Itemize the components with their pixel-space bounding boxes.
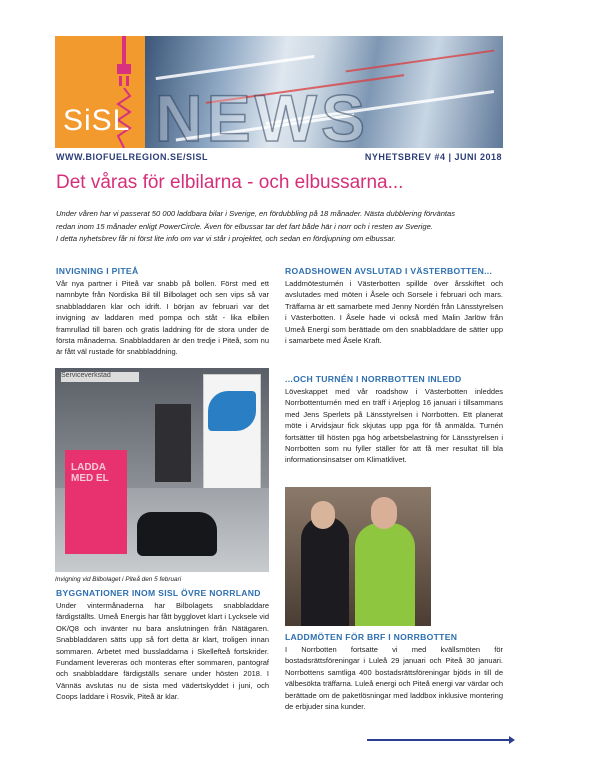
inauguration-photo <box>55 368 269 572</box>
sisl-logo <box>55 36 145 148</box>
arrow-right-icon <box>367 739 513 741</box>
website-link[interactable]: WWW.BIOFUELREGION.SE/SISL <box>56 152 208 162</box>
people-photo <box>285 487 431 626</box>
intro-line: I detta nyhetsbrev får ni först lite info om var vi står i projektet, och sedan en fördjupning om elbussar. <box>56 234 396 243</box>
toy-car <box>137 512 217 556</box>
section-text-norrbotten: Löveskappet med vår roadshow i Västerbotten inleddes Norrbottenturnén med en träff i Arjeplog 16 januari i tillsammans med Jens Sperlets på Länsstyrelsen i Norrbotten. Ett planerat möte i Arvidsjaur fick skjutas upp pga för få anmälda. Turnén fortsätter till hösten pga hög arbetsbelastning för Länsstyrelsen i Norrbotten som nu fyller ställer för att få mer resultat till bla informationsinsatser om Klimatklivet. <box>285 387 503 465</box>
section-text-brf: I Norrbotten fortsatte vi med kvällsmöten för bostadsrättsföreningar i Luleå 29 januari och Piteå 30 januari. Norrbottens samtliga 400 bostadsrättsföreningar bjöds in till de välbesökta träffarna. Luleå energi och Piteå energi var värdar och berättade om de paketlösningar med laddbox inklusive montering de erbjuder sina kunder. <box>285 645 503 712</box>
intro-line: Under våren har vi passerat 50 000 laddbara bilar i Sverige, en fördubbling på 18 månader. Nästa dubblering förväntas <box>56 209 456 218</box>
section-text-pitea: Vår nya partner i Piteå var snabb på bollen. Först med ett namnbyte från Nordiska Bil till Bilbolaget och sen vips så var snabbladdaren klar och idrift. I början av februari var det invigning av laddaren med pompa och ståt - lika elbilen framrullad till baren och gratis laddning för de stora under de första månaderna. Snabbladdaren är den tredje i Piteå, som nu är fått väl rustade för snabbladdning. <box>56 279 269 357</box>
image-caption: Invigning vid Bilbolaget i Piteå den 5 februari <box>55 576 182 583</box>
section-title-roadshow: ROADSHOWEN AVSLUTAD I VÄSTERBOTTEN... <box>285 266 493 276</box>
section-title-brf: LADDMÖTEN FÖR BRF I NORRBOTTEN <box>285 632 458 642</box>
service-sign: Serviceverkstad <box>61 372 139 382</box>
section-title-bygg: BYGGNATIONER INOM SISL ÖVRE NORRLAND <box>56 588 261 598</box>
logo-text: SiSL <box>63 104 131 137</box>
ladda-med-el-sign: LADDA MED EL <box>71 462 109 484</box>
page-title: Det våras för elbilarna - och elbussarna... <box>56 172 404 193</box>
section-title-norrbotten: ...OCH TURNÉN I NORRBOTTEN INLEDD <box>285 374 462 384</box>
header-banner <box>55 36 503 148</box>
news-title: NEWS <box>155 81 369 148</box>
issue-label: NYHETSBREV #4 | JUNI 2018 <box>364 152 502 162</box>
intro-text <box>56 208 516 246</box>
section-text-bygg: Under vintermånaderna har Bilbolagets snabbladdare färdigställts. Umeå Energis har fått bygglovet klart i Lycksele vid OK/Q8 och invänter nu bara anslutningen från Nätägaren. Snabbladdaren sätts upp så fort detta är klart, troligen innan sommaren. Arbetet med bussladdarna i Skellefteå fortskrider. Fundament levereras och monteras efter sommaren, pantograf och snabbladdare färdigställs senare under hösten 2018. I Vännäs avslutas nu de sista med vädertskyddet i juni, och Coops laddare i Rosvik, Piteå är klar. <box>56 601 269 702</box>
intro-line: redan inom 15 månader enligt PowerCircle. Även för elbussar tar det fart både här i norr och i resten av Sverige. <box>56 221 433 231</box>
section-text-roadshow: Laddmötesturnén i Västerbotten spillde över årsskiftet och avslutades med möten i Åsele och Sorsele i februari och mars. Träffarna är ett samarbete med Jenny Nordén från Länsstyrelsen i Västerbotten. I Åsele hade vi också med Malin Jarlöw från Umeå Energi som berättade om den snabbladdare de sätter upp i samarbete med Åsele Kraft. <box>285 279 503 346</box>
section-title-pitea: INVIGNING I PITEÅ <box>56 266 139 276</box>
